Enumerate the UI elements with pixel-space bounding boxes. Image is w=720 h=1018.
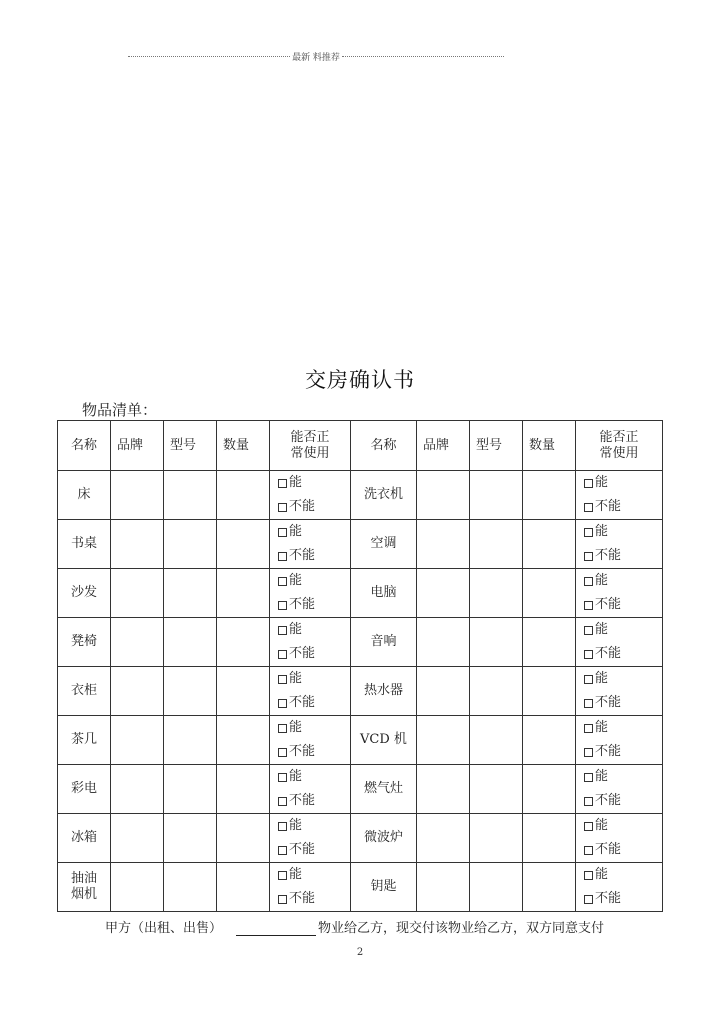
checkbox-icon[interactable]	[278, 650, 287, 659]
status-cell	[576, 569, 663, 618]
checkbox-icon[interactable]	[584, 528, 593, 537]
qty-cell[interactable]	[217, 667, 270, 716]
checkbox-icon[interactable]	[584, 675, 593, 684]
qty-cell[interactable]	[217, 520, 270, 569]
brand-cell[interactable]	[111, 569, 164, 618]
brand-cell[interactable]	[417, 765, 470, 814]
table-header-row	[58, 421, 663, 471]
status-cell	[576, 716, 663, 765]
col-header-status-right-line2: 常使用	[599, 445, 639, 461]
col-header-status	[270, 421, 351, 471]
brand-cell[interactable]	[111, 716, 164, 765]
option-no[interactable]: 不能	[278, 642, 350, 666]
brand-cell[interactable]	[417, 814, 470, 863]
checkbox-icon[interactable]	[584, 552, 593, 561]
option-yes[interactable]: 能	[584, 667, 662, 691]
footer-sentence	[105, 917, 604, 936]
checkbox-icon[interactable]	[584, 773, 593, 782]
checkbox-icon[interactable]	[584, 650, 593, 659]
item-name-left-line1: 抽油	[70, 871, 97, 887]
qty-cell[interactable]	[523, 667, 576, 716]
model-cell[interactable]	[164, 765, 217, 814]
model-cell[interactable]	[470, 520, 523, 569]
checkbox-icon[interactable]	[278, 871, 287, 880]
model-cell[interactable]	[164, 569, 217, 618]
option-yes[interactable]: 能	[584, 863, 662, 887]
header-dotted-rule-right	[342, 56, 504, 57]
option-no[interactable]: 不能	[584, 642, 662, 666]
option-no[interactable]: 不能	[278, 544, 350, 568]
option-yes[interactable]: 能	[278, 814, 350, 838]
model-cell[interactable]	[470, 716, 523, 765]
item-name-left: 书桌	[58, 520, 111, 569]
item-name-right: VCD 机	[351, 716, 417, 765]
checkbox-icon[interactable]	[278, 626, 287, 635]
item-name-left: 凳椅	[58, 618, 111, 667]
checkbox-icon[interactable]	[278, 503, 287, 512]
checkbox-icon[interactable]	[584, 601, 593, 610]
qty-cell[interactable]	[217, 716, 270, 765]
checkbox-icon[interactable]	[584, 479, 593, 488]
status-cell	[270, 814, 351, 863]
table-row	[58, 765, 663, 814]
model-cell[interactable]	[164, 471, 217, 520]
brand-cell[interactable]	[417, 569, 470, 618]
option-no[interactable]: 不能	[278, 789, 350, 813]
item-name-left: 衣柜	[58, 667, 111, 716]
item-name-left	[58, 863, 111, 912]
option-yes[interactable]: 能	[278, 569, 350, 593]
status-cell	[270, 863, 351, 912]
checkbox-icon[interactable]	[278, 577, 287, 586]
qty-cell[interactable]	[523, 765, 576, 814]
brand-cell[interactable]	[417, 520, 470, 569]
checkbox-icon[interactable]	[278, 724, 287, 733]
option-no[interactable]: 不能	[584, 544, 662, 568]
model-cell[interactable]	[470, 863, 523, 912]
item-name-left: 床	[58, 471, 111, 520]
brand-cell[interactable]	[111, 520, 164, 569]
option-no[interactable]: 不能	[584, 593, 662, 617]
status-cell	[270, 765, 351, 814]
option-no[interactable]: 不能	[278, 593, 350, 617]
option-yes[interactable]: 能	[584, 618, 662, 642]
checkbox-icon[interactable]	[278, 479, 287, 488]
page-number: 2	[356, 947, 364, 958]
checkbox-icon[interactable]	[278, 822, 287, 831]
status-cell	[576, 471, 663, 520]
model-cell[interactable]	[470, 667, 523, 716]
model-cell[interactable]	[164, 814, 217, 863]
option-no[interactable]: 不能	[278, 887, 350, 911]
page-header	[128, 50, 504, 63]
status-cell	[576, 520, 663, 569]
option-yes[interactable]: 能	[584, 716, 662, 740]
footer-suffix: 物业给乙方，现交付该物业给乙方，双方同意支付	[318, 921, 605, 936]
item-name-left-line2: 烟机	[70, 887, 97, 902]
table-row	[58, 863, 663, 912]
option-yes[interactable]: 能	[584, 814, 662, 838]
fill-in-blank[interactable]	[236, 921, 316, 936]
item-name-right: 燃气灶	[351, 765, 417, 814]
option-yes[interactable]: 能	[584, 520, 662, 544]
table-row	[58, 716, 663, 765]
checkbox-icon[interactable]	[278, 601, 287, 610]
status-cell	[270, 618, 351, 667]
header-text: 最新 料推荐	[292, 53, 340, 63]
checkbox-icon[interactable]	[584, 503, 593, 512]
model-cell[interactable]	[164, 520, 217, 569]
checkbox-icon[interactable]	[584, 846, 593, 855]
checkbox-icon[interactable]	[584, 797, 593, 806]
brand-cell[interactable]	[111, 618, 164, 667]
item-name-right: 音响	[351, 618, 417, 667]
qty-cell[interactable]	[523, 471, 576, 520]
status-cell	[576, 667, 663, 716]
checkbox-icon[interactable]	[278, 797, 287, 806]
col-header-brand: 品牌	[111, 421, 164, 471]
option-no[interactable]: 不能	[584, 838, 662, 862]
checkbox-icon[interactable]	[584, 699, 593, 708]
status-cell	[270, 667, 351, 716]
qty-cell[interactable]	[523, 814, 576, 863]
option-yes[interactable]: 能	[278, 716, 350, 740]
option-yes[interactable]: 能	[584, 569, 662, 593]
col-header-status-right	[576, 421, 663, 471]
item-name-right: 电脑	[351, 569, 417, 618]
col-header-name-right: 名称	[351, 421, 417, 471]
option-yes[interactable]: 能	[278, 618, 350, 642]
qty-cell[interactable]	[217, 814, 270, 863]
option-no[interactable]: 不能	[278, 691, 350, 715]
brand-cell[interactable]	[111, 814, 164, 863]
option-no[interactable]: 不能	[584, 495, 662, 519]
model-cell[interactable]	[164, 863, 217, 912]
brand-cell[interactable]	[417, 863, 470, 912]
option-no[interactable]: 不能	[278, 740, 350, 764]
col-header-status-line2: 常使用	[290, 445, 330, 461]
brand-cell[interactable]	[417, 716, 470, 765]
qty-cell[interactable]	[523, 618, 576, 667]
option-yes[interactable]: 能	[584, 765, 662, 789]
model-cell[interactable]	[164, 716, 217, 765]
table-row	[58, 814, 663, 863]
col-header-qty-right: 数量	[523, 421, 576, 471]
item-name-left: 沙发	[58, 569, 111, 618]
brand-cell[interactable]	[417, 667, 470, 716]
checkbox-icon[interactable]	[278, 846, 287, 855]
table-row	[58, 471, 663, 520]
checkbox-icon[interactable]	[278, 699, 287, 708]
status-cell	[576, 765, 663, 814]
item-name-right: 钥匙	[351, 863, 417, 912]
brand-cell[interactable]	[111, 765, 164, 814]
item-name-right: 空调	[351, 520, 417, 569]
table-row	[58, 667, 663, 716]
checkbox-icon[interactable]	[278, 528, 287, 537]
status-cell	[270, 716, 351, 765]
option-no[interactable]: 不能	[584, 789, 662, 813]
status-cell	[576, 814, 663, 863]
item-list-label: 物品清单：	[82, 401, 158, 419]
checkbox-icon[interactable]	[278, 773, 287, 782]
model-cell[interactable]	[470, 814, 523, 863]
item-name-left: 冰箱	[58, 814, 111, 863]
checkbox-icon[interactable]	[584, 577, 593, 586]
option-yes[interactable]: 能	[278, 667, 350, 691]
option-no[interactable]: 不能	[278, 495, 350, 519]
col-header-model-right: 型号	[470, 421, 523, 471]
model-cell[interactable]	[470, 569, 523, 618]
checkbox-icon[interactable]	[584, 822, 593, 831]
checkbox-icon[interactable]	[278, 895, 287, 904]
model-cell[interactable]	[470, 471, 523, 520]
col-header-model: 型号	[164, 421, 217, 471]
qty-cell[interactable]	[217, 569, 270, 618]
checkbox-icon[interactable]	[278, 675, 287, 684]
footer-prefix: 甲方（出租、出售）	[105, 921, 223, 936]
option-no[interactable]: 不能	[584, 887, 662, 911]
brand-cell[interactable]	[111, 863, 164, 912]
option-yes[interactable]: 能	[278, 471, 350, 495]
qty-cell[interactable]	[523, 863, 576, 912]
qty-cell[interactable]	[217, 863, 270, 912]
brand-cell[interactable]	[111, 471, 164, 520]
option-no[interactable]: 不能	[278, 838, 350, 862]
brand-cell[interactable]	[111, 667, 164, 716]
table-row	[58, 618, 663, 667]
brand-cell[interactable]	[417, 471, 470, 520]
checkbox-icon[interactable]	[584, 895, 593, 904]
model-cell[interactable]	[470, 618, 523, 667]
checkbox-icon[interactable]	[278, 748, 287, 757]
item-name-right: 微波炉	[351, 814, 417, 863]
col-header-brand-right: 品牌	[417, 421, 470, 471]
qty-cell[interactable]	[523, 716, 576, 765]
item-name-left: 茶几	[58, 716, 111, 765]
qty-cell[interactable]	[217, 765, 270, 814]
col-header-status-line1: 能否正	[290, 429, 330, 445]
brand-cell[interactable]	[417, 618, 470, 667]
col-header-name: 名称	[58, 421, 111, 471]
checkbox-icon[interactable]	[278, 552, 287, 561]
header-dotted-rule-left	[128, 56, 290, 57]
checkbox-icon[interactable]	[584, 724, 593, 733]
item-table	[57, 420, 663, 912]
status-cell	[576, 618, 663, 667]
option-yes[interactable]: 能	[278, 863, 350, 887]
status-cell	[270, 569, 351, 618]
model-cell[interactable]	[164, 667, 217, 716]
table-row	[58, 569, 663, 618]
model-cell[interactable]	[164, 618, 217, 667]
checkbox-icon[interactable]	[584, 626, 593, 635]
qty-cell[interactable]	[217, 471, 270, 520]
checkbox-icon[interactable]	[584, 748, 593, 757]
status-cell	[576, 863, 663, 912]
status-cell	[270, 520, 351, 569]
qty-cell[interactable]	[217, 618, 270, 667]
item-name-left: 彩电	[58, 765, 111, 814]
item-name-right: 热水器	[351, 667, 417, 716]
item-name-right: 洗衣机	[351, 471, 417, 520]
col-header-status-right-line1: 能否正	[599, 429, 639, 445]
table-row	[58, 520, 663, 569]
document-title: 交房确认书	[305, 368, 415, 392]
model-cell[interactable]	[470, 765, 523, 814]
option-yes[interactable]: 能	[278, 520, 350, 544]
qty-cell[interactable]	[523, 569, 576, 618]
checkbox-icon[interactable]	[584, 871, 593, 880]
option-yes[interactable]: 能	[278, 765, 350, 789]
option-no[interactable]: 不能	[584, 691, 662, 715]
col-header-qty: 数量	[217, 421, 270, 471]
qty-cell[interactable]	[523, 520, 576, 569]
option-yes[interactable]: 能	[584, 471, 662, 495]
option-no[interactable]: 不能	[584, 740, 662, 764]
status-cell	[270, 471, 351, 520]
